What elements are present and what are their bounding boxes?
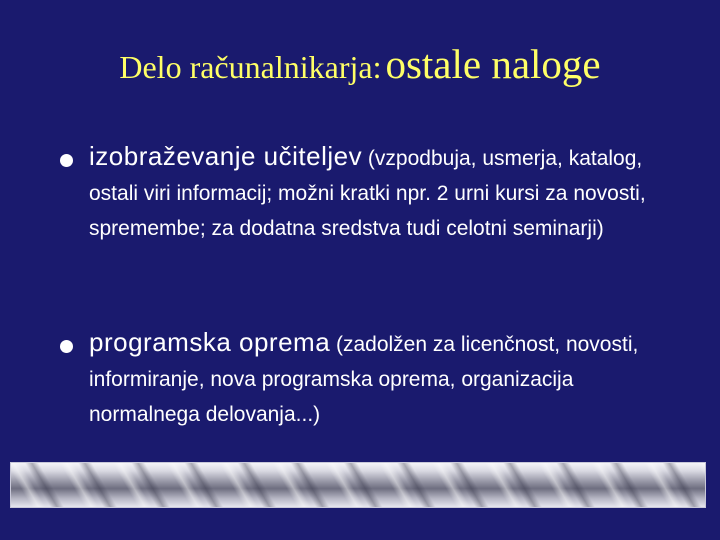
- bullet-text: [89, 325, 689, 432]
- title-prefix: Delo računalnikarja:: [119, 49, 382, 85]
- decorative-metal-bar: [10, 462, 706, 508]
- bullet-text: [89, 139, 689, 246]
- bullet-item: [60, 139, 700, 246]
- bullet-detail: (zadolžen za licenčnost, novosti, informiranje, nova programska oprema, organizacija normalnega delovanja...): [89, 333, 639, 426]
- title-main: ostale naloge: [385, 41, 601, 87]
- bullet-item: [60, 325, 700, 432]
- bullet-dot-icon: [60, 154, 73, 167]
- bullet-heading: programska oprema: [89, 327, 331, 357]
- bullet-dot-icon: [60, 340, 73, 353]
- slide-title: [0, 41, 720, 87]
- bullet-detail: (vzpodbuja, usmerja, katalog, ostali viri informacij; možni kratki npr. 2 urni kursi za novosti, spremembe; za dodatna sredstva tudi celotni seminarji): [89, 147, 646, 240]
- bullet-heading: izobraževanje učiteljev: [89, 141, 363, 171]
